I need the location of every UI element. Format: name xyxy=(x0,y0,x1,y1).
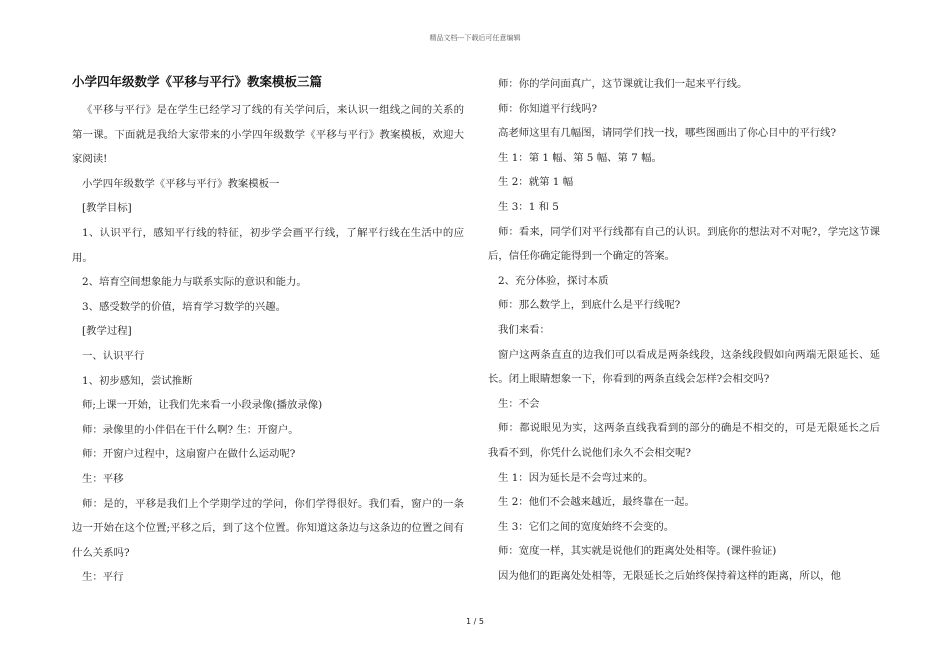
dialogue-line: 师：看来，同学们对平行线都有自己的认识。到底你的想法对不对呢?，学完这节课后，信任你确定能得到一个确定的答案。 xyxy=(488,225,880,263)
dialogue-line: 师：开窗户过程中，这扇窗户在做什么运动呢? xyxy=(82,448,296,461)
goal-2: 2、培育空间想象能力与联系实际的意识和能力。 xyxy=(82,276,307,289)
dialogue-line: 师：你知道平行线吗? xyxy=(498,102,598,115)
dialogue-line: 师：录像里的小伴侣在干什么啊? 生：开窗户。 xyxy=(82,423,299,436)
subsection-1: 一、认识平行 xyxy=(82,349,145,362)
step-2: 2、充分体验，探讨本质 xyxy=(498,274,609,287)
section-teaching-process: [教学过程] xyxy=(82,325,132,338)
dialogue-line: 师：那么数学上，到底什么是平行线呢? xyxy=(498,299,681,312)
document-title: 小学四年级数学《平移与平行》教案模板三篇 xyxy=(72,74,323,89)
dialogue-line: 生：平行 xyxy=(82,571,124,584)
dialogue-line: 生 2：就第 1 幅 xyxy=(498,176,574,189)
dialogue-line: 生 1：因为延长是不会弯过来的。 xyxy=(498,471,654,484)
dialogue-line: 师：宽度一样，其实就是说他们的距离处处相等。(课件验证) xyxy=(498,545,777,558)
left-column xyxy=(72,72,464,590)
goal-3: 3、感受数学的价值，培育学习数学的兴趣。 xyxy=(82,300,287,313)
intro-paragraph: 《平移与平行》是在学生已经学习了线的有关学问后，来认识一组线之间的关系的第一课。下面就是我给大家带来的小学四年级数学《平移与平行》教案模板，欢迎大家阅读! xyxy=(72,104,464,166)
dialogue-line: 生 3：它们之间的宽度始终不会变的。 xyxy=(498,520,675,533)
template-heading: 小学四年级数学《平移与平行》教案模板一 xyxy=(82,177,280,190)
right-column xyxy=(488,72,880,588)
dialogue-line: 生：不会 xyxy=(498,397,540,410)
dialogue-line: 师：是的，平移是我们上个学期学过的学问，你们学得很好。我们看，窗户的一条边一开始在这个位置;平移之后，到了这个位置。你知道这条边与这条边的位置之间有什么关系吗? xyxy=(72,497,464,559)
page-header: 精品文档---下载后可任意编辑 xyxy=(429,34,521,42)
dialogue-line: 师：你的学问面真广，这节课就让我们一起来平行线。 xyxy=(498,78,748,90)
dialogue-line: 高老师这里有几幅图，请同学们找一找，哪些图画出了你心目中的平行线? xyxy=(498,127,837,140)
dialogue-line: 窗户这两条直直的边我们可以看成是两条线段，这条线段假如向两端无限延长、延长。闭上眼睛想象一下，你看到的两条直线会怎样?会相交吗? xyxy=(488,348,880,386)
dialogue-line: 师;上课一开始，让我们先来看一小段录像(播放录像) xyxy=(82,399,323,412)
goal-1: 1、认识平行，感知平行线的特征，初步学会画平行线，了解平行线在生活中的应用。 xyxy=(72,226,464,264)
step-1: 1、初步感知，尝试推断 xyxy=(82,374,193,387)
section-teaching-goals: [教学目标] xyxy=(82,202,132,215)
dialogue-line: 师：都说眼见为实，这两条直线我看到的部分的确是不相交的，可是无限延长之后我看不到，你凭什么说他们永久不会相交呢? xyxy=(488,422,880,459)
dialogue-line: 生：平移 xyxy=(82,472,124,485)
dialogue-line: 我们来看： xyxy=(498,323,550,336)
page-number: 1 / 5 xyxy=(466,617,484,626)
dialogue-line: 生 2：他们不会越来越近，最终靠在一起。 xyxy=(498,496,695,509)
dialogue-line: 因为他们的距离处处相等，无限延长之后始终保持着这样的距离，所以，他 xyxy=(498,569,841,582)
dialogue-line: 生 1：第 1 幅、第 5 幅、第 7 幅。 xyxy=(498,151,662,164)
dialogue-line: 生 3：1 和 5 xyxy=(498,200,559,213)
